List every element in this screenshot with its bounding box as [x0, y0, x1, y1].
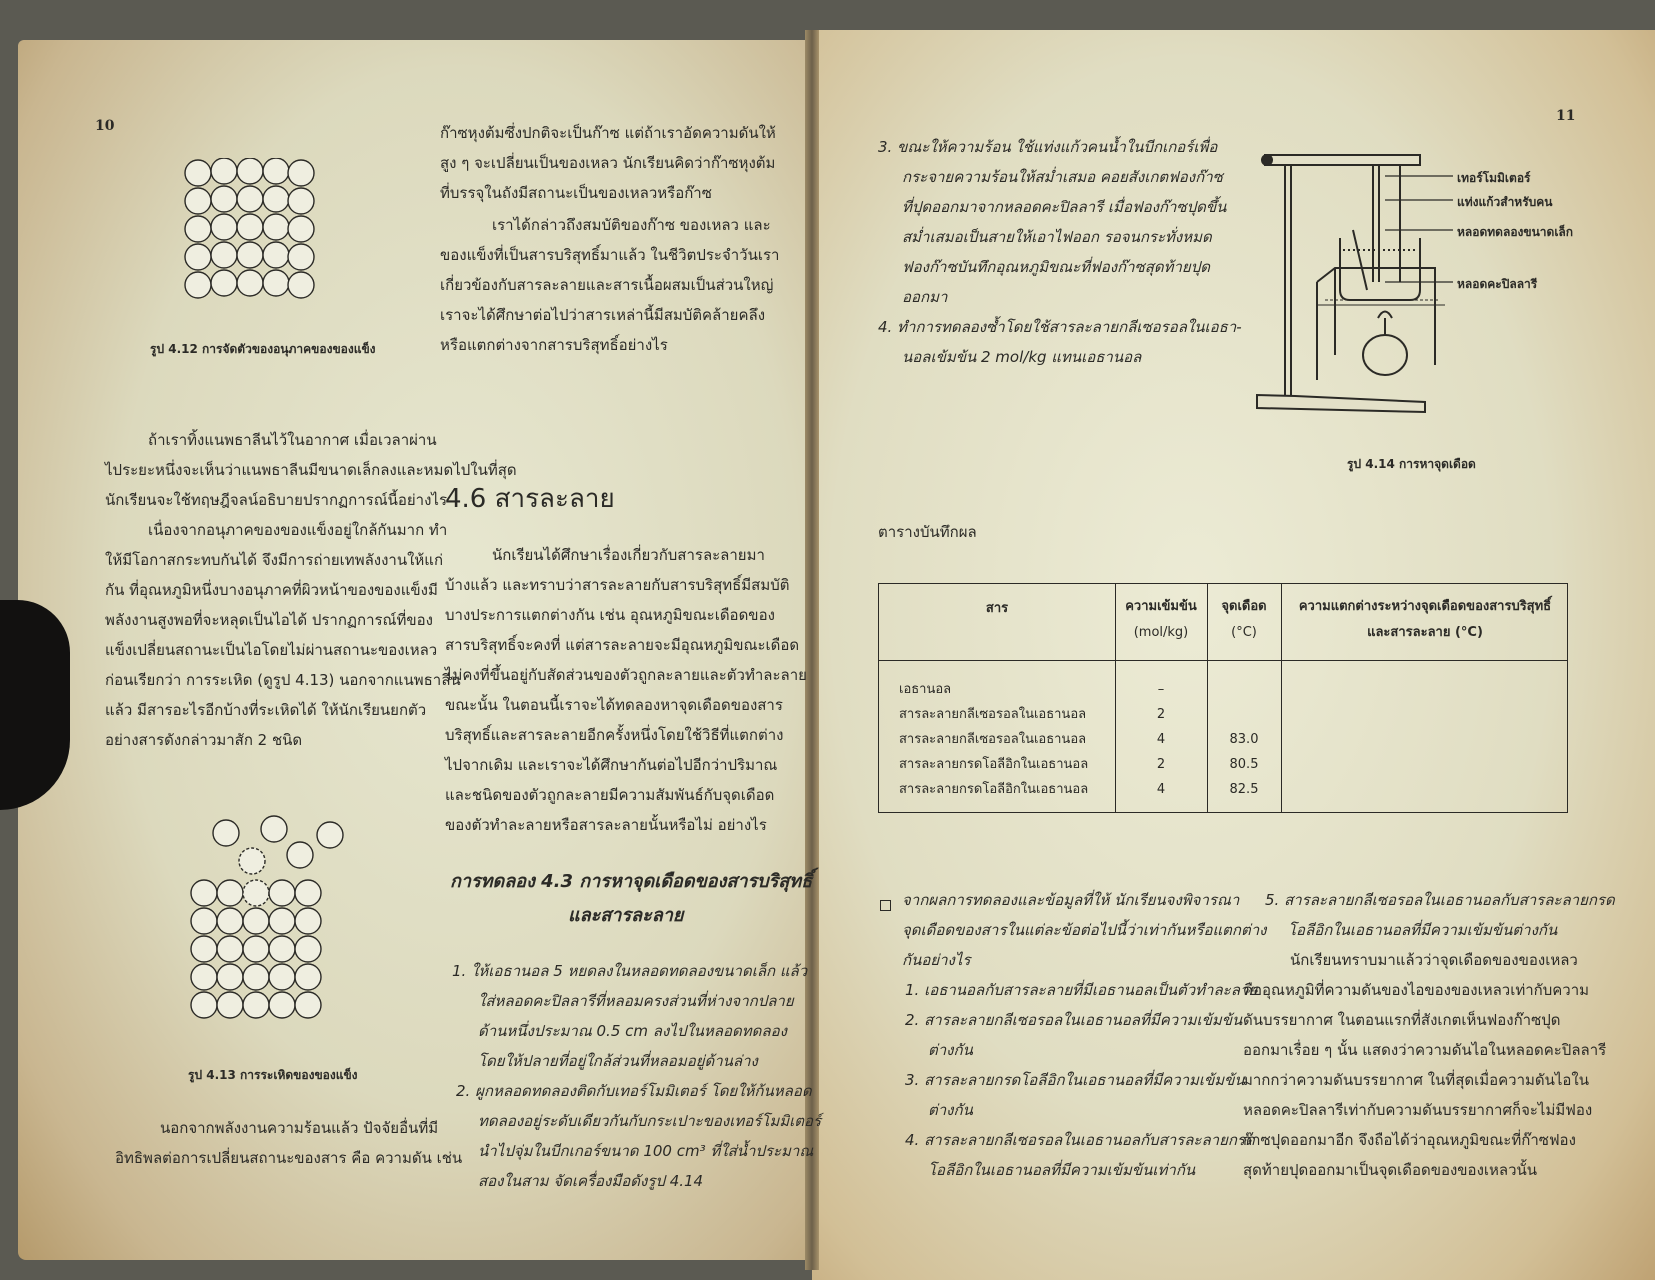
step3-line1: 3. ขณะให้ความร้อน ใช้แท่งแก้วคนน้ำในบีกเกอร์เพื่อ [878, 138, 1218, 156]
table-title: ตารางบันทึกผล [878, 523, 977, 541]
step1-line2: ใส่หลอดคะปิลลารีที่หลอมครงส่วนที่ห่างจากปลาย [478, 992, 794, 1010]
checkbox-square-icon [880, 896, 891, 915]
col2-para2-line1: เราได้กล่าวถึงสมบัติของก๊าซ ของเหลว และ [492, 216, 771, 234]
header-difference: ความแตกต่างระหว่างจุดเดือดของสารบริสุทธิ์ [1298, 599, 1552, 614]
col2-para3-line1: นักเรียนได้ศึกษาเรื่องเกี่ยวกับสารละลายมา [492, 546, 765, 564]
explanation-line2: คืออุณหภูมิที่ความดันของไอของของเหลวเท่ากับความ [1243, 981, 1590, 999]
col2-para3-line6: ขณะนั้น ในตอนนี้เราจะได้ทดลองหาจุดเดือดของสาร [445, 696, 783, 714]
question-2-line2: ต่างกัน [928, 1041, 973, 1059]
step3-line4: สม่ำเสมอเป็นสายให้เอาไฟออก รอจนกระทั่งหมด [902, 228, 1212, 246]
table-row-4-substance: สารละลายกรดโอลีอิกในเอธานอล [899, 757, 1089, 772]
step1-line3: ด้านหนึ่งประมาณ 0.5 cm ลงไปในหลอดทดลอง [478, 1022, 787, 1040]
para2-line4: พลังงานสูงพอที่จะหลุดเป็นไอได้ ปรากฏการณ์ที่ของ [105, 611, 433, 629]
table-row-5-conc: 4 [1156, 782, 1166, 797]
step4-line1: 4. ทำการทดลองซ้ำโดยใช้สารละลายกลีเซอรอลในเอธา- [878, 318, 1242, 336]
step4-line2: นอลเข้มข้น 2 mol/kg แทนเอธานอล [902, 348, 1142, 366]
explanation-line6: หลอดคะปิลลารีเท่ากับความดันบรรยากาศก็จะไม่มีฟอง [1243, 1101, 1593, 1119]
para1-line1: ถ้าเราทิ้งแนพธาลีนไว้ในอากาศ เมื่อเวลาผ่าน [148, 431, 437, 449]
header-concentration: ความเข้มข้น [1125, 599, 1197, 614]
table-row-2-substance: สารละลายกลีเซอรอลในเอธานอล [899, 707, 1087, 722]
table-row-4-conc: 2 [1156, 757, 1166, 772]
para2-line6: ก่อนเรียกว่า การระเหิด (ดูรูป 4.13) นอกจากแนพธาลีน [105, 671, 461, 689]
step2-line3: นำไปจุ่มในบีกเกอร์ขนาด 100 cm³ ที่ใส่น้ำประมาณ [478, 1142, 814, 1160]
page-number-left: 10 [95, 118, 115, 134]
table-row-2-conc: 2 [1156, 707, 1166, 722]
question-5-line1: 5. สารละลายกลีเซอรอลในเอธานอลกับสารละลายกรด [1265, 891, 1615, 909]
col2-para3-line10: ของตัวทำละลายหรือสารละลายนั้นหรือไม่ อย่างไร [445, 816, 767, 834]
question-3-line1: 3. สารละลายกรดโอลีอิกในเอธานอลที่มีความเข้มข้น [905, 1071, 1245, 1089]
para2-line1: เนื่องจากอนุภาคของของแข็งอยู่ใกล้กันมาก ทำ [148, 521, 448, 539]
figure-4-12-caption: รูป 4.12 การจัดตัวของอนุภาคของของแข็ง [150, 342, 376, 356]
col2-para2-line2: ของแข็งที่เป็นสารบริสุทธิ์มาแล้ว ในชีวิตประจำวันเรา [440, 246, 780, 264]
label-small-test-tube: หลอดทดลองขนาดเล็ก [1457, 225, 1574, 239]
para2-line3: กัน ที่อุณหภูมิหนึ่งบางอนุภาคที่ผิวหน้าของของแข็งมี [105, 581, 438, 599]
header-substance: สาร [985, 601, 1009, 616]
section-heading-4-6: 4.6 สารละลาย [445, 484, 615, 514]
step3-line3: ที่ปุดออกมาจากหลอดคะปิลลารี เมื่อฟองก๊าซปุดขึ้น [902, 198, 1227, 216]
para2-line7: แล้ว มีสารอะไรอีกบ้างที่ระเหิดได้ ให้นักเรียนยกตัว [105, 701, 427, 719]
para2-line8: อย่างสารดังกล่าวมาสัก 2 ชนิด [105, 731, 303, 749]
col2-para3-line3: บางประการแตกต่างกัน เช่น อุณหภูมิขณะเดือดของ [445, 606, 775, 624]
figure-4-14-leaders [1385, 170, 1455, 290]
label-capillary-tube: หลอดคะปิลลารี [1457, 277, 1538, 291]
label-thermometer: เทอร์โมมิเตอร์ [1457, 171, 1531, 185]
table-row-3-substance: สารละลายกลีเซอรอลในเอธานอล [899, 732, 1087, 747]
page-number-right: 11 [1556, 108, 1576, 124]
para2-line2: ให้มีโอกาสกระทบกันได้ จึงมีการถ่ายเทพลังงานให้แก่ [105, 551, 444, 569]
para1-line3: นักเรียนจะใช้ทฤษฎีจลน์อธิบายปรากฏการณ์นี้อย่างไร [105, 491, 448, 509]
question-1: 1. เอธานอลกับสารละลายที่มีเอธานอลเป็นตัวทำละลาย [905, 981, 1258, 999]
table-row-5-bp: 82.5 [1229, 782, 1259, 797]
figure-4-13-caption: รูป 4.13 การระเหิดของของแข็ง [188, 1068, 358, 1082]
header-boiling-point-unit: (°C) [1231, 625, 1257, 640]
figure-4-13-sublimation [188, 815, 348, 1025]
table-row-4-bp: 80.5 [1229, 757, 1259, 772]
col2-para3-line8: ไปจากเดิม และเราจะได้ศึกษากันต่อไปอีกว่าปริมาณ [445, 756, 778, 774]
para1-line2: ไประยะหนึ่งจะเห็นว่าแนพธาลีนมีขนาดเล็กลงและหมดไปในที่สุด [105, 461, 517, 479]
step1-line1: 1. ให้เอธานอล 5 หยดลงในหลอดทดลองขนาดเล็ก แล้ว [452, 962, 808, 980]
explanation-line3: ดันบรรยากาศ ในตอนแรกที่สังเกตเห็นฟองก๊าซปุด [1243, 1011, 1561, 1029]
question-4-line2: โอลีอิกในเอธานอลที่มีความเข้มข้นเท่ากัน [928, 1161, 1196, 1179]
explanation-line8: สุดท้ายปุดออกมาเป็นจุดเดือดของของเหลวนั้น [1243, 1161, 1538, 1179]
header-difference-line2: และสารละลาย (°C) [1367, 625, 1483, 640]
figure-4-12-solid-particles [180, 158, 320, 318]
col2-para3-line9: และชนิดของตัวถูกละลายมีความสัมพันธ์กับจุดเดือด [445, 786, 775, 804]
questions-intro-line3: กันอย่างไร [902, 951, 971, 969]
questions-intro-line2: จุดเดือดของสารในแต่ละข้อต่อไปนี้ว่าเท่ากันหรือแตกต่าง [902, 921, 1267, 939]
col2-top-line1: ก๊าซหุงต้มซึ่งปกติจะเป็นก๊าซ แต่ถ้าเราอัดความดันให้ [440, 124, 776, 142]
explanation-line4: ออกมาเรื่อย ๆ นั้น แสดงว่าความดันไอในหลอดคะปิลลารี [1243, 1041, 1607, 1059]
question-3-line2: ต่างกัน [928, 1101, 973, 1119]
step2-line1: 2. ผูกหลอดทดลองติดกับเทอร์โมมิเตอร์ โดยให้ก้นหลอด [456, 1082, 812, 1100]
col1-bottom-line1: นอกจากพลังงานความร้อนแล้ว ปัจจัยอื่นที่มี [160, 1119, 439, 1137]
col2-para2-line4: เราจะได้ศึกษาต่อไปว่าสารเหล่านี้มีสมบัติคล้ายคลึง [440, 306, 766, 324]
questions-intro-line1: จากผลการทดลองและข้อมูลที่ให้ นักเรียนจงพิจารณา [902, 891, 1240, 909]
experiment-heading-line1: การทดลอง 4.3 การหาจุดเดือดของสารบริสุทธิ์ [450, 871, 813, 892]
col2-para2-line5: หรือแตกต่างจากสารบริสุทธิ์อย่างไร [440, 336, 668, 354]
explanation-line5: มากกว่าความดันบรรยากาศ ในที่สุดเมื่อความดันไอใน [1243, 1071, 1590, 1089]
col1-bottom-line2: อิทธิพลต่อการเปลี่ยนสถานะของสาร คือ ความดัน เช่น [115, 1149, 463, 1167]
table-row-3-bp: 83.0 [1229, 732, 1259, 747]
table-row-1-substance: เอธานอล [899, 682, 952, 697]
question-5-line2: โอลีอิกในเอธานอลที่มีความเข้มข้นต่างกัน [1288, 921, 1558, 939]
step1-line4: โดยให้ปลายที่อยู่ใกล้ส่วนที่หลอมอยู่ด้านล่าง [478, 1052, 758, 1070]
header-boiling-point: จุดเดือด [1221, 599, 1267, 614]
col2-top-line2: สูง ๆ จะเปลี่ยนเป็นของเหลว นักเรียนคิดว่าก๊าซหุงต้ม [440, 154, 776, 172]
table-row-5-substance: สารละลายกรดโอลีอิกในเอธานอล [899, 782, 1089, 797]
step2-line2: ทดลองอยู่ระดับเดียวกันกับกระเปาะของเทอร์โมมิเตอร์ [478, 1112, 822, 1130]
step2-line4: สองในสาม จัดเครื่องมือดังรูป 4.14 [478, 1172, 704, 1190]
step3-line6: ออกมา [902, 288, 948, 306]
step3-line5: ฟองก๊าซบันทึกอุณหภูมิขณะที่ฟองก๊าซสุดท้ายปุด [902, 258, 1210, 276]
figure-4-14-caption: รูป 4.14 การหาจุดเดือด [1347, 457, 1476, 471]
explanation-line1: นักเรียนทราบมาแล้วว่าจุดเดือดของของเหลว [1290, 951, 1578, 969]
explanation-line7: ก๊าซปุดออกมาอีก จึงถือได้ว่าอุณหภูมิขณะที่ก๊าซฟอง [1243, 1131, 1576, 1149]
question-2-line1: 2. สารละลายกลีเซอรอลในเอธานอลที่มีความเข้มข้น [905, 1011, 1243, 1029]
col2-para3-line4: สารบริสุทธิ์จะคงที่ แต่สารละลายจะมีอุณหภูมิขณะเดือด [445, 636, 800, 654]
question-4-line1: 4. สารละลายกลีเซอรอลในเอธานอลกับสารละลายกรด [905, 1131, 1255, 1149]
experiment-heading-line2: และสารละลาย [568, 905, 684, 926]
results-table [878, 583, 1568, 813]
col2-para3-line5: ไม่คงที่ขึ้นอยู่กับสัดส่วนของตัวถูกละลายและตัวทำละลาย [445, 666, 807, 684]
col2-para3-line7: บริสุทธิ์และสารละลายอีกครั้งหนึ่งโดยใช้วิธีที่แตกต่าง [445, 726, 784, 744]
label-stirring-rod: แท่งแก้วสำหรับคน [1457, 195, 1553, 209]
para2-line5: แข็งเปลี่ยนสถานะเป็นไอโดยไม่ผ่านสถานะของเหลว [105, 641, 438, 659]
header-concentration-unit: (mol/kg) [1133, 625, 1189, 640]
table-row-1-conc: – [1157, 682, 1165, 697]
col2-para3-line2: บ้างแล้ว และทราบว่าสารละลายกับสารบริสุทธิ์มีสมบัติ [445, 576, 790, 594]
col2-top-line3: ที่บรรจุในถังมีสถานะเป็นของเหลวหรือก๊าซ [440, 184, 712, 202]
col2-para2-line3: เกี่ยวข้องกับสารละลายและสารเนื้อผสมเป็นส่วนใหญ่ [440, 276, 774, 294]
step3-line2: กระจายความร้อนให้สม่ำเสมอ คอยสังเกตฟองก๊าซ [902, 168, 1223, 186]
table-row-3-conc: 4 [1156, 732, 1166, 747]
